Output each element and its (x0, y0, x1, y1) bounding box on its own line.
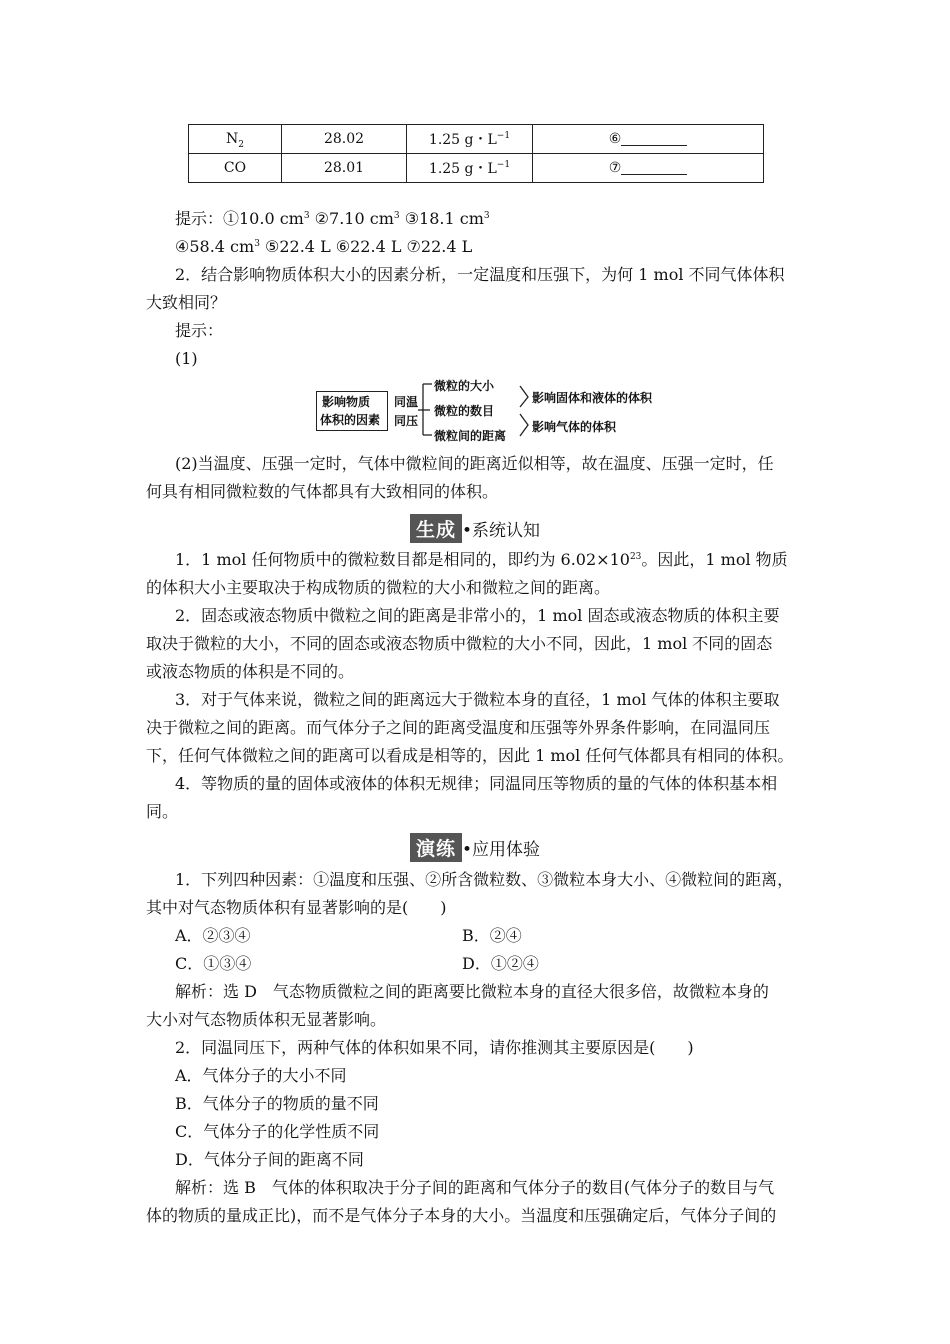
mass-cell: 28.01 (282, 154, 407, 183)
paragraph-line: 决于微粒之间的距离。而气体分子之间的距离受温度和压强等外界条件影响，在同温同压 (146, 718, 771, 737)
volume-cell: ⑦ (533, 154, 764, 183)
mass-cell: 28.02 (282, 125, 407, 154)
answer-blank (621, 131, 687, 146)
answer-text: 大小对气态物质体积无显著影响。 (146, 1010, 387, 1029)
question-text: 1．下列四种因素：①温度和压强、②所含微粒数、③微粒本身大小、④微粒间的距离， (175, 870, 794, 889)
question-text: 2．同温同压下，两种气体的体积如果不同，请你推测其主要原因是( ) (175, 1038, 694, 1057)
hint-text: (2)当温度、压强一定时，气体中微粒间的距离近似相等，故在温度、压强一定时，任 (175, 454, 774, 473)
answer-text: 解析：选 B 气体的体积取决于分子间的距离和气体分子的数目(气体分子的数目与气 (175, 1178, 775, 1197)
paragraph-line: 2．固态或液态物质中微粒之间的距离是非常小的，1 mol 固态或液态物质的体积主要 (175, 606, 780, 625)
hint-number: (1) (175, 349, 198, 368)
volume-cell: ⑥ (533, 125, 764, 154)
question-text: 其中对气态物质体积有显著影响的是( ) (146, 898, 447, 917)
gas-cell: CO (189, 154, 282, 183)
paragraph-line: 同。 (146, 802, 179, 821)
factor-diagram: 影响物质 体积的因素 同温 同压 微粒的大小 微粒的数目 微粒间的距离 影响固体和液体的体积 影响气体的体积 (314, 377, 674, 445)
section-heading: 生成 •系统认知 (0, 514, 950, 543)
hint-line: ④58.4 $cm^3$ ⑤22.4 L ⑥22.4 L ⑦22.4 L (175, 237, 473, 256)
hint-label: 提示： (175, 321, 224, 340)
paragraph-line: 3．对于气体来说，微粒之间的距离远大于微粒本身的直径，1 mol 气体的体积主要取 (175, 690, 780, 709)
section-heading: 演练 •应用体验 (0, 833, 950, 862)
answer-blank (621, 160, 687, 175)
question-text: 2．结合影响物质体积大小的因素分析，一定温度和压强下，为何 1 mol 不同气体体积 (175, 265, 785, 284)
paragraph-line: 的体积大小主要取决于构成物质的微粒的大小和微粒之间的距离。 (146, 578, 611, 597)
option-a: A．②③④ (175, 926, 251, 945)
question-text: 大致相同？ (146, 293, 227, 312)
answer-text: 解析：选 D 气态物质微粒之间的距离要比微粒本身的直径大很多倍，故微粒本身的 (175, 982, 769, 1001)
table-row (189, 125, 764, 154)
option-b: B．气体分子的物质的量不同 (175, 1094, 379, 1113)
answer-text: 体的物质的量成正比)，而不是气体分子本身的大小。当温度和压强确定后，气体分子间的 (146, 1206, 777, 1225)
gas-cell: $N_2$ (189, 125, 282, 154)
section-badge: 生成 (410, 514, 462, 543)
option-a: A．气体分子的大小不同 (175, 1066, 347, 1085)
option-d: D．气体分子间的距离不同 (175, 1150, 364, 1169)
option-b: B．②④ (462, 926, 522, 945)
paragraph-line: 或液态物质的体积是不同的。 (146, 662, 355, 681)
hint-text: 何具有相同微粒数的气体都具有大致相同的体积。 (146, 482, 499, 501)
density-cell: 1.25 g・$L^{-1}$ (407, 125, 533, 154)
section-badge: 演练 (410, 833, 462, 862)
hint-line: 提示：①10.0 $cm^3$ ②7.10 $cm^3$ ③18.1 $cm^3$ (175, 209, 490, 228)
paragraph-line: 取决于微粒的大小，不同的固态或液态物质中微粒的大小不同，因此，1 mol 不同的固态 (146, 634, 773, 653)
density-cell: 1.25 g・$L^{-1}$ (407, 154, 533, 183)
paragraph-line: 4．等物质的量的固体或液体的体积无规律；同温同压等物质的量的气体的体积基本相 (175, 774, 778, 793)
option-d: D．①②④ (462, 954, 539, 973)
option-c: C．①③④ (175, 954, 252, 973)
gas-table (188, 124, 764, 183)
option-c: C．气体分子的化学性质不同 (175, 1122, 380, 1141)
paragraph-line: 1．1 mol 任何物质中的微粒数目都是相同的，即约为 $6.02\times 10^{23}$。因此，1 mol 物质 (175, 550, 788, 569)
table-row (189, 154, 764, 183)
paragraph-line: 下，任何气体微粒之间的距离可以看成是相等的，因此 1 mol 任何气体都具有相同的体积。 (146, 746, 794, 765)
